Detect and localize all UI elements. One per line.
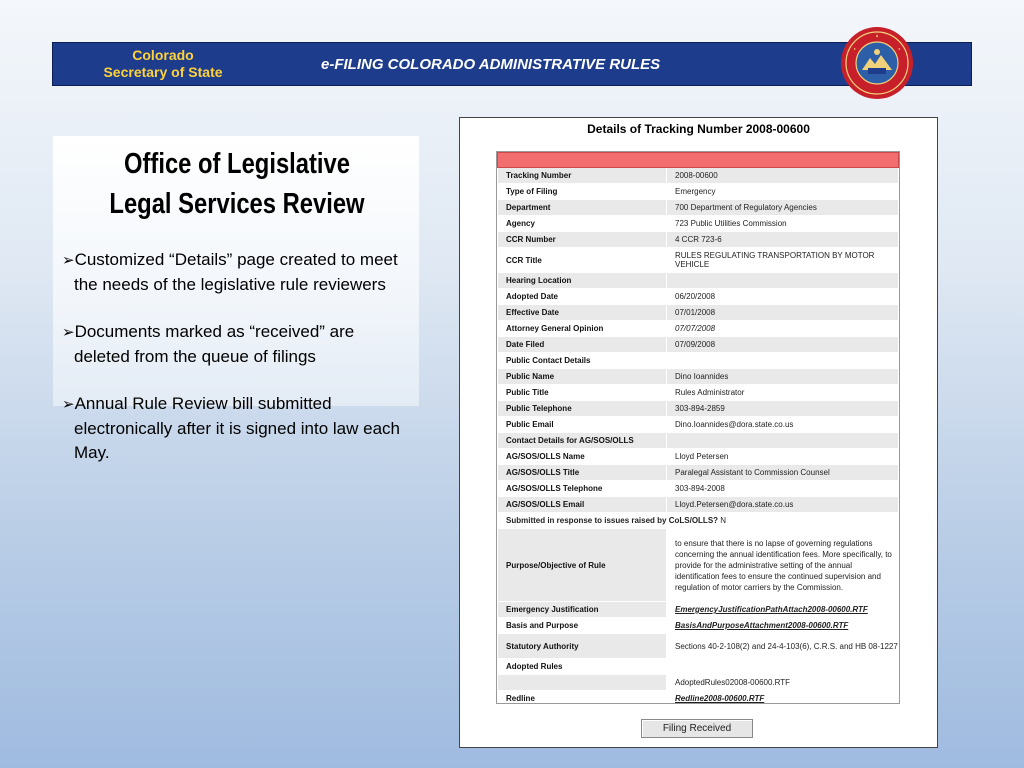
table-row — [498, 465, 899, 481]
row-label: Basis and Purpose — [498, 618, 667, 634]
row-value: Sections 40-2-108(2) and 24-4-103(6), C.R.S. and HB 08-1227 — [667, 634, 899, 659]
row-value: 303-894-2008 — [667, 481, 899, 497]
row-value: 07/07/2008 — [667, 321, 899, 337]
redline-link[interactable]: Redline2008-00600.RTF — [667, 691, 899, 707]
row-value: 06/20/2008 — [667, 289, 899, 305]
details-title: Details of Tracking Number 2008-00600 — [587, 122, 810, 136]
row-value: RULES REGULATING TRANSPORTATION BY MOTOR VEHICLE — [667, 248, 899, 273]
row-value: Dino Ioannides — [667, 369, 899, 385]
bullet-item — [62, 392, 414, 465]
row-label: Emergency Justification — [498, 602, 667, 618]
org-name — [83, 47, 243, 81]
bullet-text: Annual Rule Review bill submitted electronically after it is signed into law each May. — [74, 394, 400, 462]
basis-purpose-link[interactable]: BasisAndPurposeAttachment2008-00600.RTF — [667, 618, 899, 634]
table-row — [498, 385, 899, 401]
slide-heading — [94, 144, 381, 224]
bullet-text: Customized “Details” page created to meet the needs of the legislative rule reviewers — [74, 250, 398, 294]
row-value: to ensure that there is no lapse of governing regulations concerning the annual identification fees. More specifically, to provide for the administrative setting of the annual identification fees to ensure the continued supervision and regulation of motor carriers by the Commission. — [667, 529, 899, 602]
row-value: 4 CCR 723-6 — [667, 232, 899, 248]
table-row — [498, 602, 899, 618]
arrow-bullet-icon: ➢ — [62, 252, 75, 269]
table-row — [498, 200, 899, 216]
row-value: Emergency — [667, 184, 899, 200]
adopted-rules-file[interactable]: AdoptedRules02008-00600.RTF — [667, 675, 899, 691]
table-row — [498, 449, 899, 465]
table-row — [498, 353, 899, 369]
table-row — [498, 321, 899, 337]
details-page-screenshot — [459, 117, 938, 748]
org-name-line1: Colorado — [132, 47, 194, 63]
row-label: Agency — [498, 216, 667, 232]
row-value: 700 Department of Regulatory Agencies — [667, 200, 899, 216]
row-label: Contact Details for AG/SOS/OLLS — [498, 433, 667, 449]
table-row — [498, 289, 899, 305]
row-label: AG/SOS/OLLS Email — [498, 497, 667, 513]
table-row — [498, 513, 899, 529]
header-banner — [52, 42, 972, 86]
row-label: CCR Title — [498, 248, 667, 273]
heading-line2: Legal Services Review — [109, 188, 365, 220]
table-row — [498, 168, 899, 184]
row-value — [667, 433, 899, 449]
row-value: 303-894-2859 — [667, 401, 899, 417]
table-row — [498, 369, 899, 385]
row-label: AG/SOS/OLLS Telephone — [498, 481, 667, 497]
row-label: Public Title — [498, 385, 667, 401]
table-row — [498, 248, 899, 273]
row-label: Public Telephone — [498, 401, 667, 417]
row-label: Tracking Number — [498, 168, 667, 184]
table-row — [498, 675, 899, 691]
bullet-text: Documents marked as “received” are deleted from the queue of filings — [74, 322, 355, 366]
row-label: Effective Date — [498, 305, 667, 321]
row-label: AG/SOS/OLLS Name — [498, 449, 667, 465]
table-row — [498, 634, 899, 659]
table-row — [498, 305, 899, 321]
bullet-item — [62, 320, 414, 369]
row-label: Redline — [498, 691, 667, 707]
row-label: Type of Filing — [498, 184, 667, 200]
row-label — [498, 675, 667, 691]
details-table — [497, 152, 899, 707]
emergency-justification-link[interactable]: EmergencyJustificationPathAttach2008-00600.RTF — [667, 602, 899, 618]
row-label: AG/SOS/OLLS Title — [498, 465, 667, 481]
row-full — [498, 513, 899, 529]
table-row — [498, 659, 899, 675]
row-value: Lloyd.Petersen@dora.state.co.us — [667, 497, 899, 513]
bullet-item — [62, 248, 414, 297]
row-label: Attorney General Opinion — [498, 321, 667, 337]
row-label: Public Contact Details — [498, 353, 667, 369]
table-header-bar — [498, 153, 899, 168]
table-row — [498, 184, 899, 200]
org-name-line2: Secretary of State — [103, 64, 223, 80]
state-seal-icon — [840, 26, 914, 100]
row-value — [667, 659, 899, 675]
row-label: Adopted Date — [498, 289, 667, 305]
table-row — [498, 691, 899, 707]
row-value: 723 Public Utilities Commission — [667, 216, 899, 232]
row-label: Purpose/Objective of Rule — [498, 529, 667, 602]
arrow-bullet-icon: ➢ — [62, 396, 75, 413]
row-label: CCR Number — [498, 232, 667, 248]
row-value: 07/09/2008 — [667, 337, 899, 353]
heading-line1: Office of Legislative — [124, 148, 350, 180]
row-label: Hearing Location — [498, 273, 667, 289]
row-label: Adopted Rules — [498, 659, 667, 675]
row-value — [667, 273, 899, 289]
table-row — [498, 232, 899, 248]
table-row — [498, 481, 899, 497]
row-label: Date Filed — [498, 337, 667, 353]
table-row — [498, 337, 899, 353]
row-value: Paralegal Assistant to Commission Counsel — [667, 465, 899, 481]
row-label: Submitted in response to issues raised by CoLS/OLLS? — [506, 516, 719, 525]
row-label: Public Email — [498, 417, 667, 433]
row-label: Statutory Authority — [498, 634, 667, 659]
row-value: N — [720, 516, 727, 525]
row-value: Rules Administrator — [667, 385, 899, 401]
table-row — [498, 401, 899, 417]
row-value — [667, 353, 899, 369]
row-value: 2008-00600 — [667, 168, 899, 184]
table-row — [498, 618, 899, 634]
arrow-bullet-icon: ➢ — [62, 324, 75, 341]
table-row — [498, 417, 899, 433]
table-row — [498, 216, 899, 232]
row-value: Dino.Ioannides@dora.state.co.us — [667, 417, 899, 433]
table-row — [498, 273, 899, 289]
app-title: e-FILING COLORADO ADMINISTRATIVE RULES — [321, 56, 661, 73]
table-row — [498, 433, 899, 449]
row-value: 07/01/2008 — [667, 305, 899, 321]
filing-received-button[interactable]: Filing Received — [641, 719, 753, 738]
row-label: Department — [498, 200, 667, 216]
table-row — [498, 497, 899, 513]
table-row — [498, 529, 899, 602]
bullet-list — [62, 248, 414, 488]
row-value: Lloyd Petersen — [667, 449, 899, 465]
row-label: Public Name — [498, 369, 667, 385]
